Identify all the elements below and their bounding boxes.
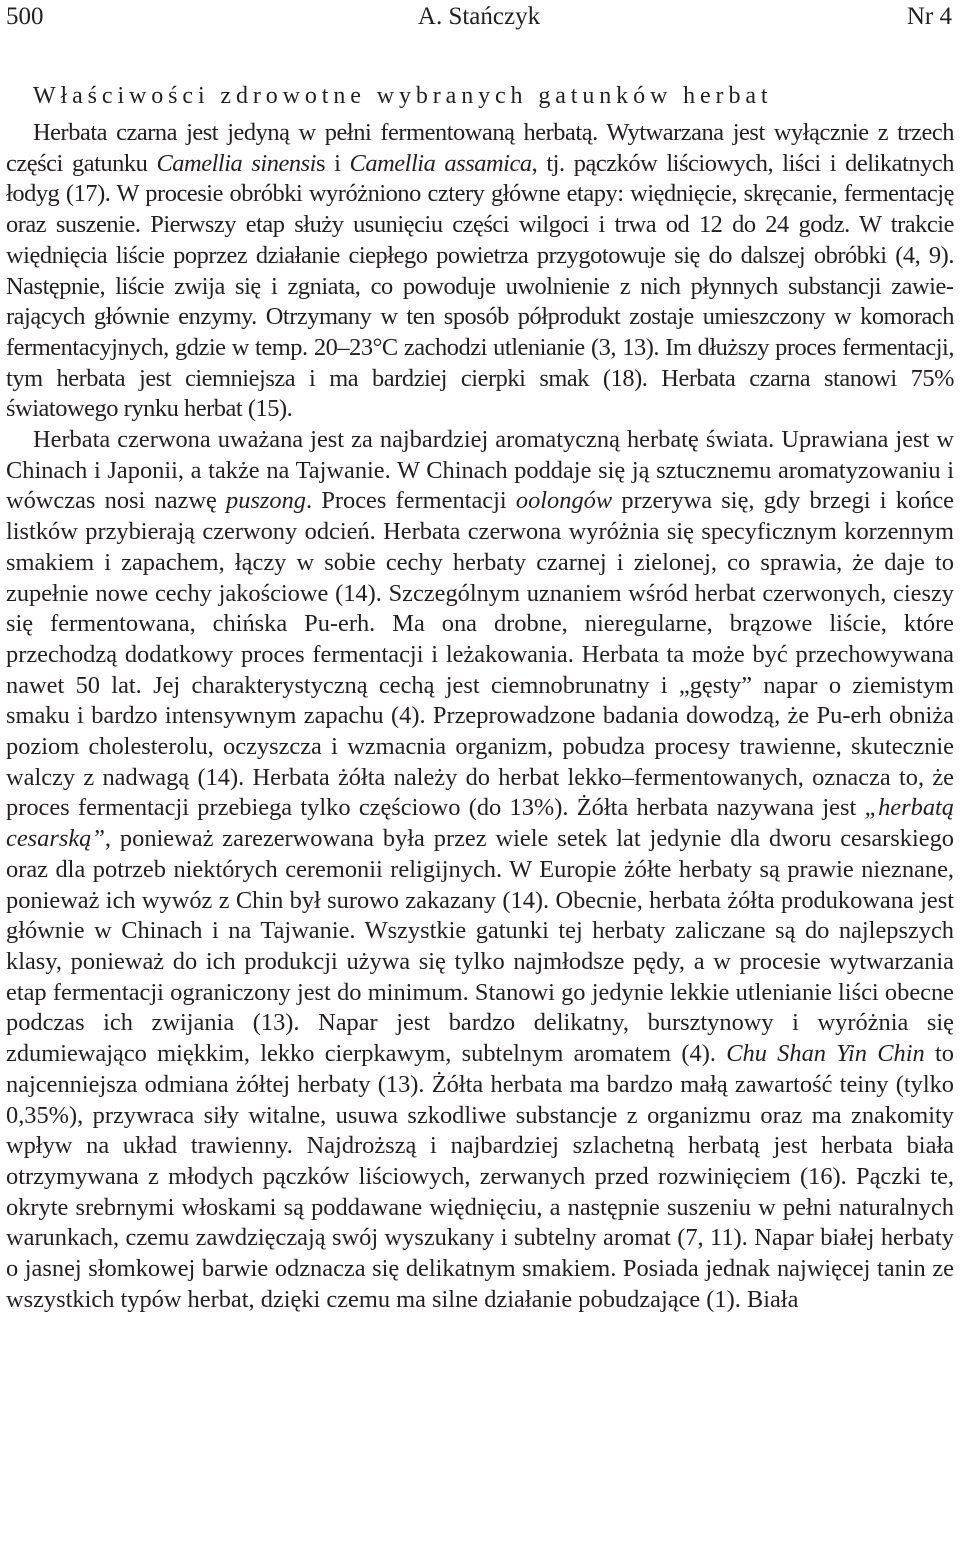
text-run: przerywa się, gdy brzegi i końce listków przybierają czerwony odcień. Herbata czerwona wyróżnia się specyficznym korzennym smakiem i zapachem, łączy w sobie cechy herbaty czarnej i zielonej, co sprawia, że daje to zupełnie nowe cechy jakościowe (14). Szczególnym uznaniem wśród herbat czerwonych, cieszy się fermentowana, chińska Pu-erh. Ma ona drobne, nieregularne, brązowe liście, które przechodzą dodatkowy proces fermentacji i leżakowania. Herbata ta może być przechowywana nawet 50 lat. Jej charakterystyczną cechą jest ciemnobrunatny i „gęsty” napar o ziemistym smaku i bardzo intensywnym zapachu (4). Przeprowadzone badania dowodzą, że Pu-erh obniża poziom cholesterolu, oczyszcza i wzmacnia organizm, pobudza procesy trawienne, skutecznie walczy z nadwagą (14). Herbata żółta należy do herbat lekko–fermentowanych, oznacza to, że proces fermentacji przebiega tylko częściowo (do 13%). Żółta herbata nazywana jest — [6, 487, 954, 822]
italic-term: Camellia assamica — [349, 149, 532, 177]
text-run: , ponieważ zarezerwowana była przez wiele setek lat jedynie dla dworu cesarskiego oraz dla potrzeb niektórych ceremonii religijnych. W Europie żółte herbaty są prawie nieznane, ponieważ ich wywóz z Chin był surowo zakazany (14). Obecnie, herbata żółta produkowana jest głównie w Chinach i na Tajwanie. Wszystkie gatunki tej herbaty zaliczane są do najlepszych klasy, ponieważ do ich produkcji używa się tylko najmłodsze pędy, a w procesie wytwarzania etap fermentacji ograniczony jest do minimum. Stanowi go jedynie lekkie utlenianie liści obecne podczas ich zwijania (13). Napar jest bardzo delikatny, bursztynowy i wyróżnia się zdumiewająco miękkim, lekko cierpkawym, subtelnym aromatem (4). — [6, 825, 954, 1068]
paragraph-red-yellow-white-tea — [6, 425, 954, 1315]
text-run: Herbata czarna jest jedyną w pełni fermentowaną herbatą. Wytwarzana jest wyłącznie z trzech części gatunku — [6, 119, 954, 177]
running-header — [6, 2, 952, 32]
italic-term: Chu Shan Yin Chin — [726, 1040, 925, 1068]
section-title: Właściwości zdrowotne wybranych gatunków herbat — [33, 83, 773, 109]
italic-term: puszong — [226, 487, 307, 515]
paragraph-black-tea — [6, 118, 954, 425]
italic-term: Camellia sinensi — [156, 149, 316, 177]
text-run: to najcenniejsza odmiana żółtej herbaty (13). Żółta herbata ma bardzo małą zawartość teiny (tylko 0,35%), przywraca siły witalne, usuwa szkodliwe substancje z organizmu oraz ma znakomity wpływ na układ trawienny. Najdroższą i najbardziej szlachetną herbatą jest herbata biała otrzymywana z młodych pączków liściowych, zerwanych przed rozwinięciem (16). Pączki te, okryte srebrnymi włoskami są poddawane więdnięciu, a następnie suszeniu w pełni naturalnych warunkach, czemu zawdzięczają swój wyszukany i subtelny aromat (7, 11). Napar białej herbaty o jasnej słomkowej barwie odznacza się delikatnym smakiem. Posiada jednak najwięcej tanin ze wszystkich typów herbat, dzięki czemu ma silne działanie pobudzające (1). Biała — [6, 1040, 954, 1313]
article-body — [6, 118, 954, 1315]
text-run: s i — [315, 149, 350, 177]
page-number: 500 — [6, 3, 44, 30]
italic-term: „herbatą cesarską” — [6, 794, 954, 853]
issue-number: Nr 4 — [906, 3, 952, 30]
running-author: A. Stańczyk — [417, 3, 541, 30]
text-run: , tj. pączków liściowych, liści i delikatnych łodyg (17). W procesie obróbki wyróżniono cztery główne etapy: więdnięcie, skręcanie, fermentację oraz suszenie. Pierwszy etap służy usunięciu części wilgoci i trwa od 12 do 24 godz. W trakcie więdnięcia liście poprzez działanie ciepłego powietrza przygotowuje się do dalszej obróbki (4, 9). Następnie, liście zwija się i zgniata, co powoduje uwolnienie z nich płynnych substancji zawierających głównie enzymy. Otrzymany w ten sposób półprodukt zostaje umieszczony w komorach fermentacyjnych, gdzie w temp. 20–23°C zachodzi utlenianie (3, 13). Im dłuższy proces fermentacji, tym herbata jest ciemniejsza i ma bardziej cierpki smak (18). Herbata czarna stanowi 75% światowego rynku herbat (15). — [6, 149, 954, 423]
italic-term: oolongów — [515, 487, 613, 515]
text-run: . Proces fermentacji — [306, 487, 516, 515]
text-run: Herbata czerwona uważana jest za najbardziej aromatyczną herbatę świata. Uprawiana jest w Chinach i Japonii, a także na Tajwanie. W Chinach poddaje się ją sztucznemu aromatyzowaniu i wówczas nosi nazwę — [6, 426, 954, 515]
